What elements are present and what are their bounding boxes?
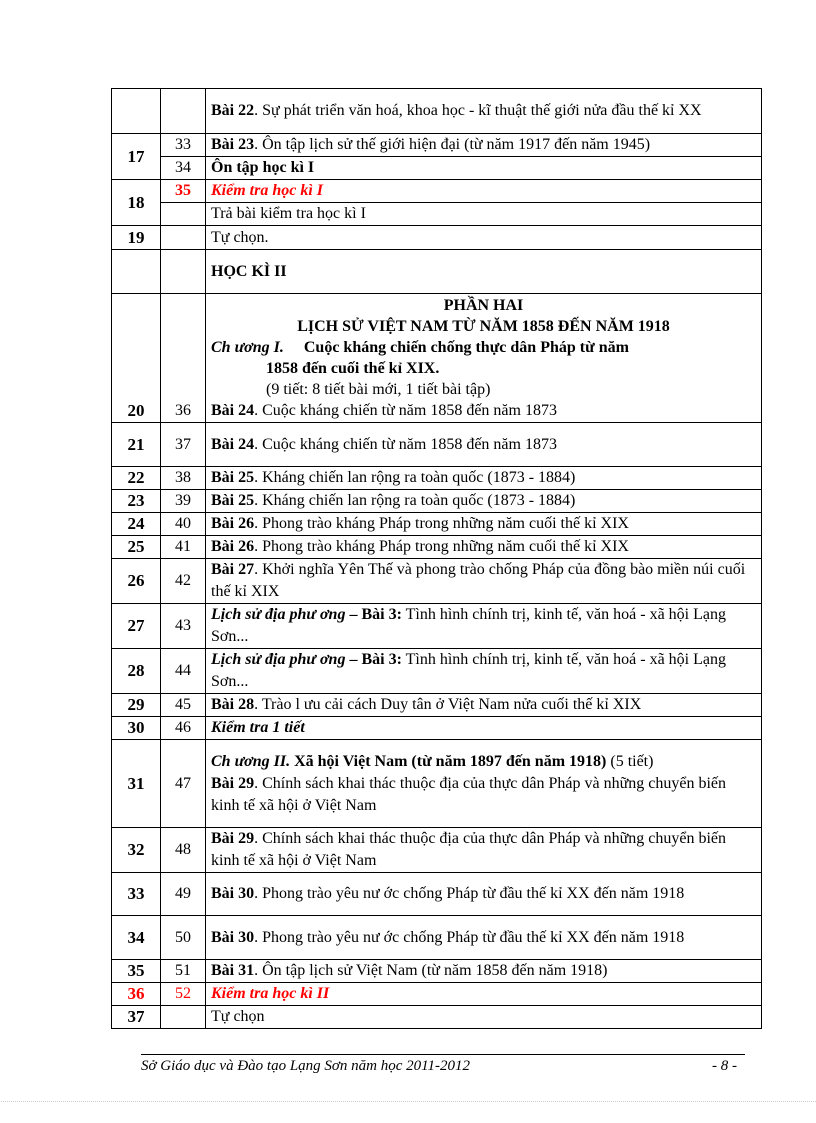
content-cell: [206, 717, 762, 740]
week-cell: 31: [112, 740, 161, 828]
lesson-number: Bài 22: [211, 102, 255, 119]
part-title: PHẦN HAI: [443, 297, 524, 314]
lesson-cell: 50: [161, 916, 206, 960]
lesson-cell: 40: [161, 513, 206, 536]
lesson-cell: 42: [161, 559, 206, 604]
table-row: [112, 1006, 762, 1029]
lesson-title: . Phong trào yêu nư ớc chống Pháp từ đầu thế kỉ XX đến năm 1918: [254, 928, 685, 946]
table-row: [112, 89, 762, 134]
local-history-label: Lịch sử địa phư ơng: [211, 606, 346, 623]
week-cell: 34: [112, 916, 161, 960]
lesson-number: Bài 26: [211, 515, 255, 532]
page-boundary: [0, 1101, 816, 1102]
content-cell: [206, 490, 762, 513]
lesson-number: Bài 30: [211, 885, 255, 902]
week-cell: 29: [112, 694, 161, 717]
week-cell: 24: [112, 513, 161, 536]
table-row: [112, 649, 762, 694]
table-row: [112, 740, 762, 828]
content-cell: Trả bài kiểm tra học kì I: [206, 203, 762, 226]
week-cell: 27: [112, 604, 161, 649]
table-row: [112, 717, 762, 740]
content-cell: [206, 134, 762, 157]
lesson-cell: [161, 1006, 206, 1029]
lesson-cell: 35: [161, 180, 206, 203]
local-history-label: Lịch sử địa phư ơng: [211, 651, 346, 668]
content-cell: [206, 180, 762, 203]
content-cell: [206, 559, 762, 604]
lesson-number: Bài 31: [211, 962, 255, 979]
chapter-title: Cuộc kháng chiến chống thực dân Pháp từ năm: [303, 339, 629, 356]
content-cell: [206, 467, 762, 490]
page-number: - 8 -: [712, 1058, 737, 1074]
week-cell: 21: [112, 423, 161, 467]
lesson-number: – Bài 3:: [345, 606, 402, 623]
lesson-number: Bài 23: [211, 136, 255, 153]
table-row: [112, 916, 762, 960]
lesson-number: Bài 28: [211, 696, 255, 713]
chapter-note: (9 tiết: 8 tiết bài mới, 1 tiết bài tập): [266, 381, 491, 398]
lesson-title: Tình hình chính trị, kinh tế, văn hoá - xã hội Lạng Sơn...: [211, 606, 726, 645]
content-cell: [206, 873, 762, 916]
week-cell: [112, 89, 161, 134]
table-row: [112, 203, 762, 226]
table-row: [112, 873, 762, 916]
week-cell: 26: [112, 559, 161, 604]
table-row: [112, 490, 762, 513]
lesson-cell: 38: [161, 467, 206, 490]
table-row: [112, 960, 762, 983]
exam-label: Kiểm tra học kì II: [211, 985, 330, 1002]
week-cell: 17: [112, 134, 161, 180]
content-cell: [206, 828, 762, 873]
footer-divider: [141, 1054, 745, 1055]
content-cell: [206, 536, 762, 559]
lesson-number: Ôn tập học kì I: [211, 159, 315, 176]
table-row: [112, 134, 762, 157]
lesson-cell: 52: [161, 983, 206, 1006]
lesson-number: Bài 24: [211, 435, 255, 453]
table-row: [112, 983, 762, 1006]
lesson-cell: 45: [161, 694, 206, 717]
lesson-cell: 41: [161, 536, 206, 559]
week-cell: [112, 250, 161, 294]
content-cell: [206, 89, 762, 134]
lesson-number: Bài 25: [211, 469, 255, 486]
table-row: [112, 180, 762, 203]
lesson-cell: 33: [161, 134, 206, 157]
table-row: [112, 604, 762, 649]
week-cell: 36: [112, 983, 161, 1006]
lesson-cell: [161, 203, 206, 226]
table-row: [112, 513, 762, 536]
content-cell: Tự chọn: [206, 1006, 762, 1029]
table-row: [112, 828, 762, 873]
table-row: [112, 694, 762, 717]
lesson-cell: 47: [161, 740, 206, 828]
content-cell: [206, 694, 762, 717]
lesson-cell: 48: [161, 828, 206, 873]
chapter-heading: [211, 751, 756, 773]
table-row: [112, 250, 762, 294]
week-cell: 35: [112, 960, 161, 983]
lesson-number: Bài 26: [211, 538, 255, 555]
lesson-cell: 36: [161, 294, 206, 423]
lesson-title: . Cuộc kháng chiến từ năm 1858 đến năm 1873: [254, 435, 557, 453]
lesson-cell: 46: [161, 717, 206, 740]
week-cell: 37: [112, 1006, 161, 1029]
lesson-cell: 49: [161, 873, 206, 916]
test-label: Kiểm tra 1 tiết: [211, 719, 305, 736]
lesson-line: [211, 400, 756, 421]
lesson-line: [211, 773, 756, 817]
lesson-title: . Trào l ưu cải cách Duy tân ở Việt Nam nửa cuối thế kỉ XIX: [254, 696, 642, 713]
week-cell: 18: [112, 180, 161, 226]
chapter-title-cont: 1858 đến cuối thế kỉ XIX.: [266, 360, 440, 377]
table-row: [112, 226, 762, 250]
chapter-note: (5 tiết): [606, 752, 654, 770]
table-row: [112, 536, 762, 559]
chapter-heading: [211, 337, 756, 358]
lesson-title: . Kháng chiến lan rộng ra toàn quốc (1873 - 1884): [254, 469, 576, 486]
week-cell: 20: [112, 294, 161, 423]
content-cell: [206, 513, 762, 536]
lesson-title: . Phong trào kháng Pháp trong những năm cuối thế kỉ XIX: [254, 538, 629, 555]
lesson-title: . Khởi nghĩa Yên Thế và phong trào chống Pháp của đồng bào miền núi cuối thế kỉ XIX: [211, 561, 746, 600]
lesson-cell: 44: [161, 649, 206, 694]
table-row: [112, 423, 762, 467]
lesson-schedule-table: [111, 88, 762, 1029]
content-cell: [206, 983, 762, 1006]
lesson-number: Bài 27: [211, 561, 255, 578]
week-cell: 25: [112, 536, 161, 559]
week-cell: 23: [112, 490, 161, 513]
semester-heading: HỌC KÌ II: [206, 250, 762, 294]
lesson-title: Tình hình chính trị, kinh tế, văn hoá - xã hội Lạng Sơn...: [211, 651, 726, 690]
content-cell: [206, 294, 762, 423]
content-cell: [206, 604, 762, 649]
lesson-number: Bài 25: [211, 492, 255, 509]
week-cell: 33: [112, 873, 161, 916]
lesson-title: . Chính sách khai thác thuộc địa của thực dân Pháp và những chuyển biến kinh tế xã hội ở Việt Nam: [211, 830, 727, 869]
content-cell: [206, 157, 762, 180]
week-cell: 28: [112, 649, 161, 694]
table-row: [112, 467, 762, 490]
chapter-label: Ch ương I.: [211, 339, 284, 356]
content-cell: [206, 960, 762, 983]
content-cell: [206, 916, 762, 960]
table-row: [112, 157, 762, 180]
lesson-cell: 34: [161, 157, 206, 180]
week-cell: 32: [112, 828, 161, 873]
lesson-title: . Chính sách khai thác thuộc địa của thực dân Pháp và những chuyển biến kinh tế xã hội ở Việt Nam: [211, 774, 727, 814]
lesson-title: . Phong trào kháng Pháp trong những năm cuối thế kỉ XIX: [254, 515, 629, 532]
content-cell: Tự chọn.: [206, 226, 762, 250]
exam-label: Kiểm tra học kì I: [211, 182, 324, 199]
week-cell: 19: [112, 226, 161, 250]
lesson-number: Bài 29: [211, 830, 255, 847]
lesson-cell: 51: [161, 960, 206, 983]
lesson-cell: [161, 226, 206, 250]
table-row: [112, 559, 762, 604]
lesson-title: . Ôn tập lịch sử Việt Nam (từ năm 1858 đến năm 1918): [254, 962, 608, 979]
lesson-number: Bài 29: [211, 774, 255, 792]
table-row: [112, 294, 762, 423]
week-cell: 22: [112, 467, 161, 490]
footer-source: Sở Giáo dục và Đào tạo Lạng Sơn năm học 2011-2012: [141, 1058, 471, 1074]
lesson-cell: [161, 250, 206, 294]
lesson-cell: 39: [161, 490, 206, 513]
content-cell: [206, 649, 762, 694]
lesson-title: . Ôn tập lịch sử thế giới hiện đại (từ năm 1917 đến năm 1945): [254, 136, 651, 153]
content-cell: [206, 740, 762, 828]
week-cell: 30: [112, 717, 161, 740]
lesson-cell: 37: [161, 423, 206, 467]
lesson-title: . Kháng chiến lan rộng ra toàn quốc (1873 - 1884): [254, 492, 576, 509]
lesson-title: . Cuộc kháng chiến từ năm 1858 đến năm 1873: [254, 402, 557, 419]
lesson-cell: 43: [161, 604, 206, 649]
chapter-title: Xã hội Việt Nam (từ năm 1897 đến năm 1918): [290, 752, 607, 770]
content-cell: [206, 423, 762, 467]
part-subtitle: LỊCH SỬ VIỆT NAM TỪ NĂM 1858 ĐẾN NĂM 1918: [297, 318, 670, 335]
lesson-cell: [161, 89, 206, 134]
lesson-title: . Phong trào yêu nư ớc chống Pháp từ đầu thế kỉ XX đến năm 1918: [254, 885, 685, 902]
lesson-number: Bài 24: [211, 402, 255, 419]
lesson-number: – Bài 3:: [345, 651, 402, 668]
lesson-title: . Sự phát triển văn hoá, khoa học - kĩ thuật thế giới nửa đầu thế kỉ XX: [254, 102, 702, 119]
lesson-number: Bài 30: [211, 928, 255, 946]
chapter-label: Ch ương II.: [211, 752, 291, 770]
